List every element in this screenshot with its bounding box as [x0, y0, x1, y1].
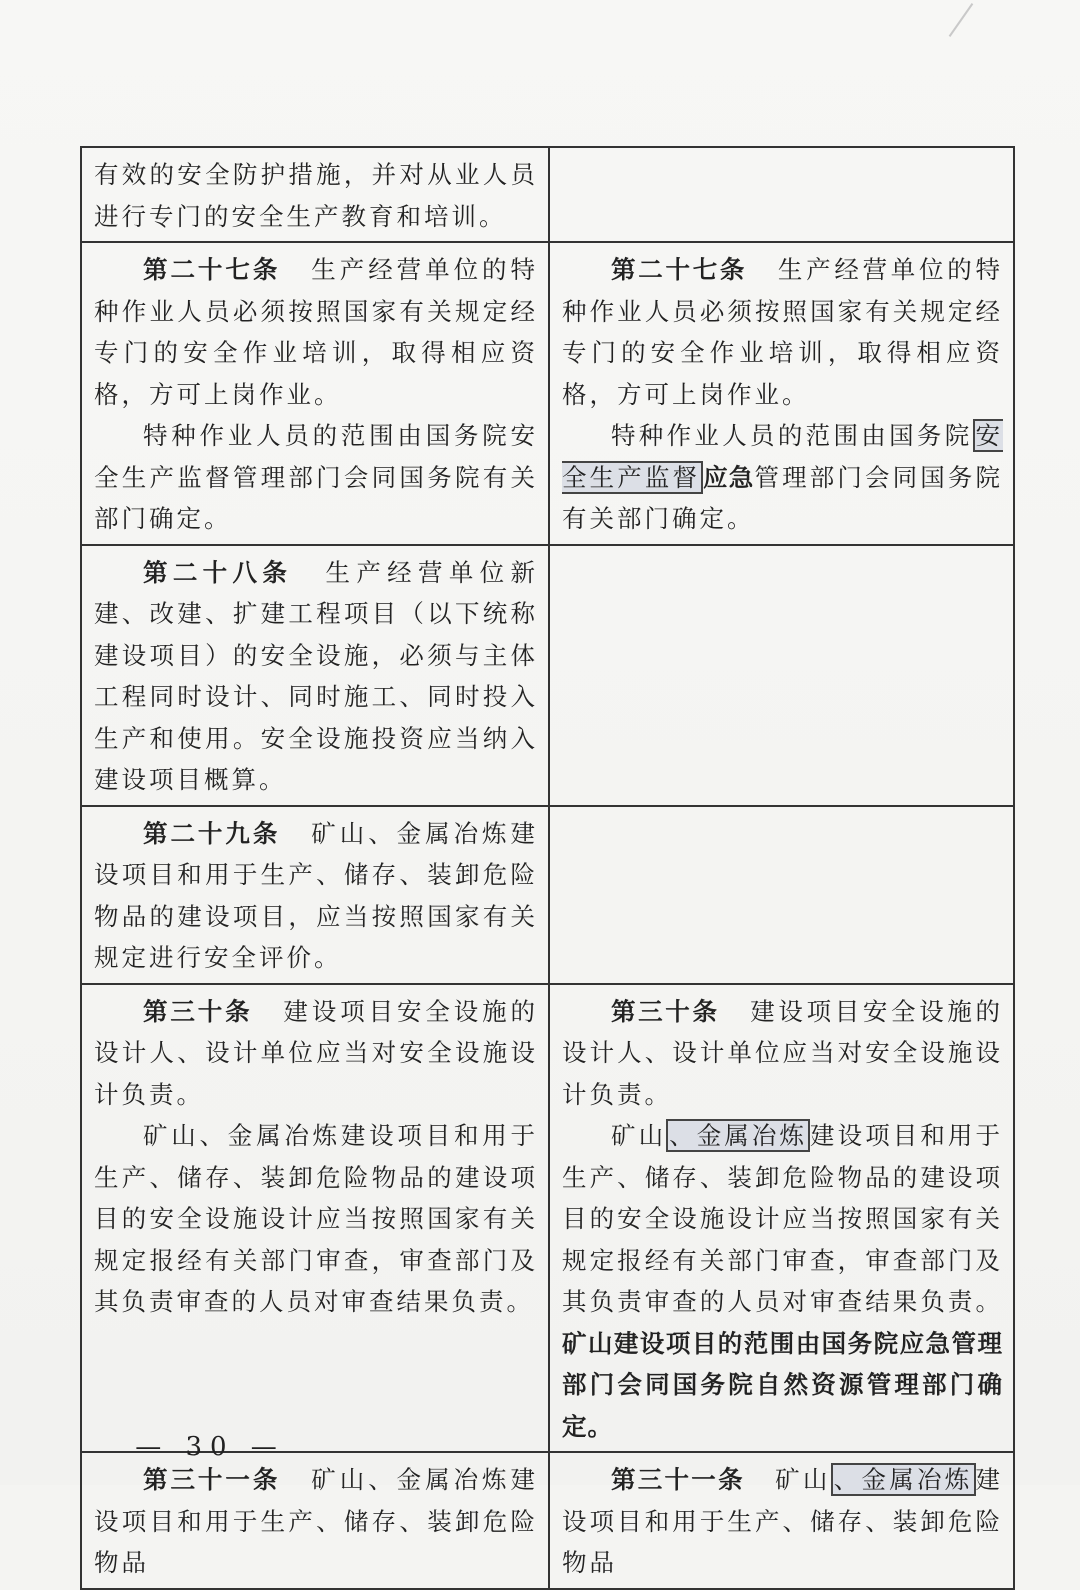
article-text: 矿山、金属冶炼建设项目和用于生产、储存、装卸危险物品的建设项目的安全设施设计应当按照国家有关规定报经有关部门审查，审查部门及其负责审查的人员对审查结果负责。	[94, 1121, 538, 1316]
added-text: 矿山建设项目的范围由国务院应急管理部门会同国务院自然资源管理部门确定。	[562, 1328, 1003, 1441]
law-comparison-table	[80, 146, 1015, 1590]
added-text: 应急	[703, 462, 755, 492]
page-number: — 30 —	[135, 1432, 285, 1462]
revised-text-cell	[549, 147, 1014, 242]
article-paragraph	[94, 154, 538, 237]
table-row	[81, 1452, 1014, 1589]
table-row	[81, 147, 1014, 242]
article-paragraph	[562, 249, 1003, 415]
revised-text-cell	[549, 806, 1014, 984]
article-text: 建设项目和用于生产、储存、装卸危险物品的建设项目的安全设施设计应当按照国家有关规定报经有关部门审查，审查部门及其负责审查的人员对审查结果负责。	[562, 1121, 1004, 1316]
article-number: 第二十七条	[611, 255, 748, 284]
article-paragraph	[94, 1459, 538, 1584]
article-text: 矿山	[774, 1465, 831, 1494]
article-paragraph	[562, 1115, 1003, 1447]
article-paragraph	[562, 991, 1003, 1116]
original-text-cell	[81, 147, 549, 242]
table-row	[81, 242, 1014, 545]
article-text: 矿山、金属冶炼建设项目和用于生产、储存、装卸危险物品的建设项目，应当按照国家有关规定进行安全评价。	[94, 818, 539, 972]
article-paragraph	[94, 1115, 538, 1323]
article-text: 生产经营单位新建、改建、扩建工程项目（以下统称建设项目）的安全设施，必须与主体工程同时设计、同时施工、同时投入生产和使用。安全设施投资应当纳入建设项目概算。	[94, 557, 539, 794]
original-text-cell	[81, 806, 549, 984]
original-text-cell	[81, 545, 549, 806]
article-text: 矿山、金属冶炼建设项目和用于生产、储存、装卸危险物品	[94, 1465, 539, 1577]
article-text: 建设项目安全设施的设计人、设计单位应当对安全设施设计负责。	[94, 996, 539, 1109]
paper-mark	[949, 3, 974, 37]
article-text: 管理部门会同国务院有关部门确定。	[562, 462, 1004, 533]
article-text: 建设项目安全设施的设计人、设计单位应当对安全设施设计负责。	[562, 996, 1004, 1109]
original-text-cell	[81, 984, 549, 1453]
article-number: 第二十八条	[143, 557, 293, 587]
article-number: 第二十九条	[143, 818, 281, 848]
article-number: 第三十条	[143, 996, 253, 1026]
revised-text-cell	[549, 984, 1014, 1453]
article-paragraph	[94, 552, 538, 801]
article-number: 第三十一条	[611, 1465, 745, 1494]
revised-text-cell	[549, 545, 1014, 806]
revised-text-cell	[549, 1452, 1014, 1589]
article-number: 第三十条	[611, 996, 720, 1026]
article-text: 生产经营单位的特种作业人员必须按照国家有关规定经专门的安全作业培训，取得相应资格，方可上岗作业。	[94, 255, 539, 409]
table-row	[81, 984, 1014, 1453]
article-paragraph	[562, 415, 1003, 540]
original-text-cell	[81, 242, 549, 545]
original-text-cell	[81, 1452, 549, 1589]
article-text: 矿山	[611, 1121, 667, 1150]
deleted-text-box: 、金属冶炼	[666, 1119, 810, 1152]
article-number: 第二十七条	[143, 255, 281, 284]
article-paragraph	[562, 1459, 1003, 1584]
table-row	[81, 545, 1014, 806]
article-paragraph	[94, 415, 538, 540]
article-text: 生产经营单位的特种作业人员必须按照国家有关规定经专门的安全作业培训，取得相应资格，方可上岗作业。	[562, 255, 1004, 409]
article-text: 有效的安全防护措施，并对从业人员进行专门的安全生产教育和培训。	[94, 160, 538, 231]
article-paragraph	[94, 249, 538, 415]
article-number: 第三十一条	[143, 1465, 281, 1494]
table-row	[81, 806, 1014, 984]
deleted-text-box: 安全生产监督	[562, 421, 1003, 492]
article-text: 特种作业人员的范围由国务院	[611, 421, 973, 450]
article-paragraph	[94, 991, 538, 1116]
article-text: 建设项目和用于生产、储存、装卸危险物品	[562, 1465, 1004, 1577]
revised-text-cell	[549, 242, 1014, 545]
article-paragraph	[94, 813, 538, 979]
article-text: 特种作业人员的范围由国务院安全生产监督管理部门会同国务院有关部门确定。	[94, 421, 538, 533]
deleted-text-box: 、金属冶炼	[831, 1463, 976, 1496]
